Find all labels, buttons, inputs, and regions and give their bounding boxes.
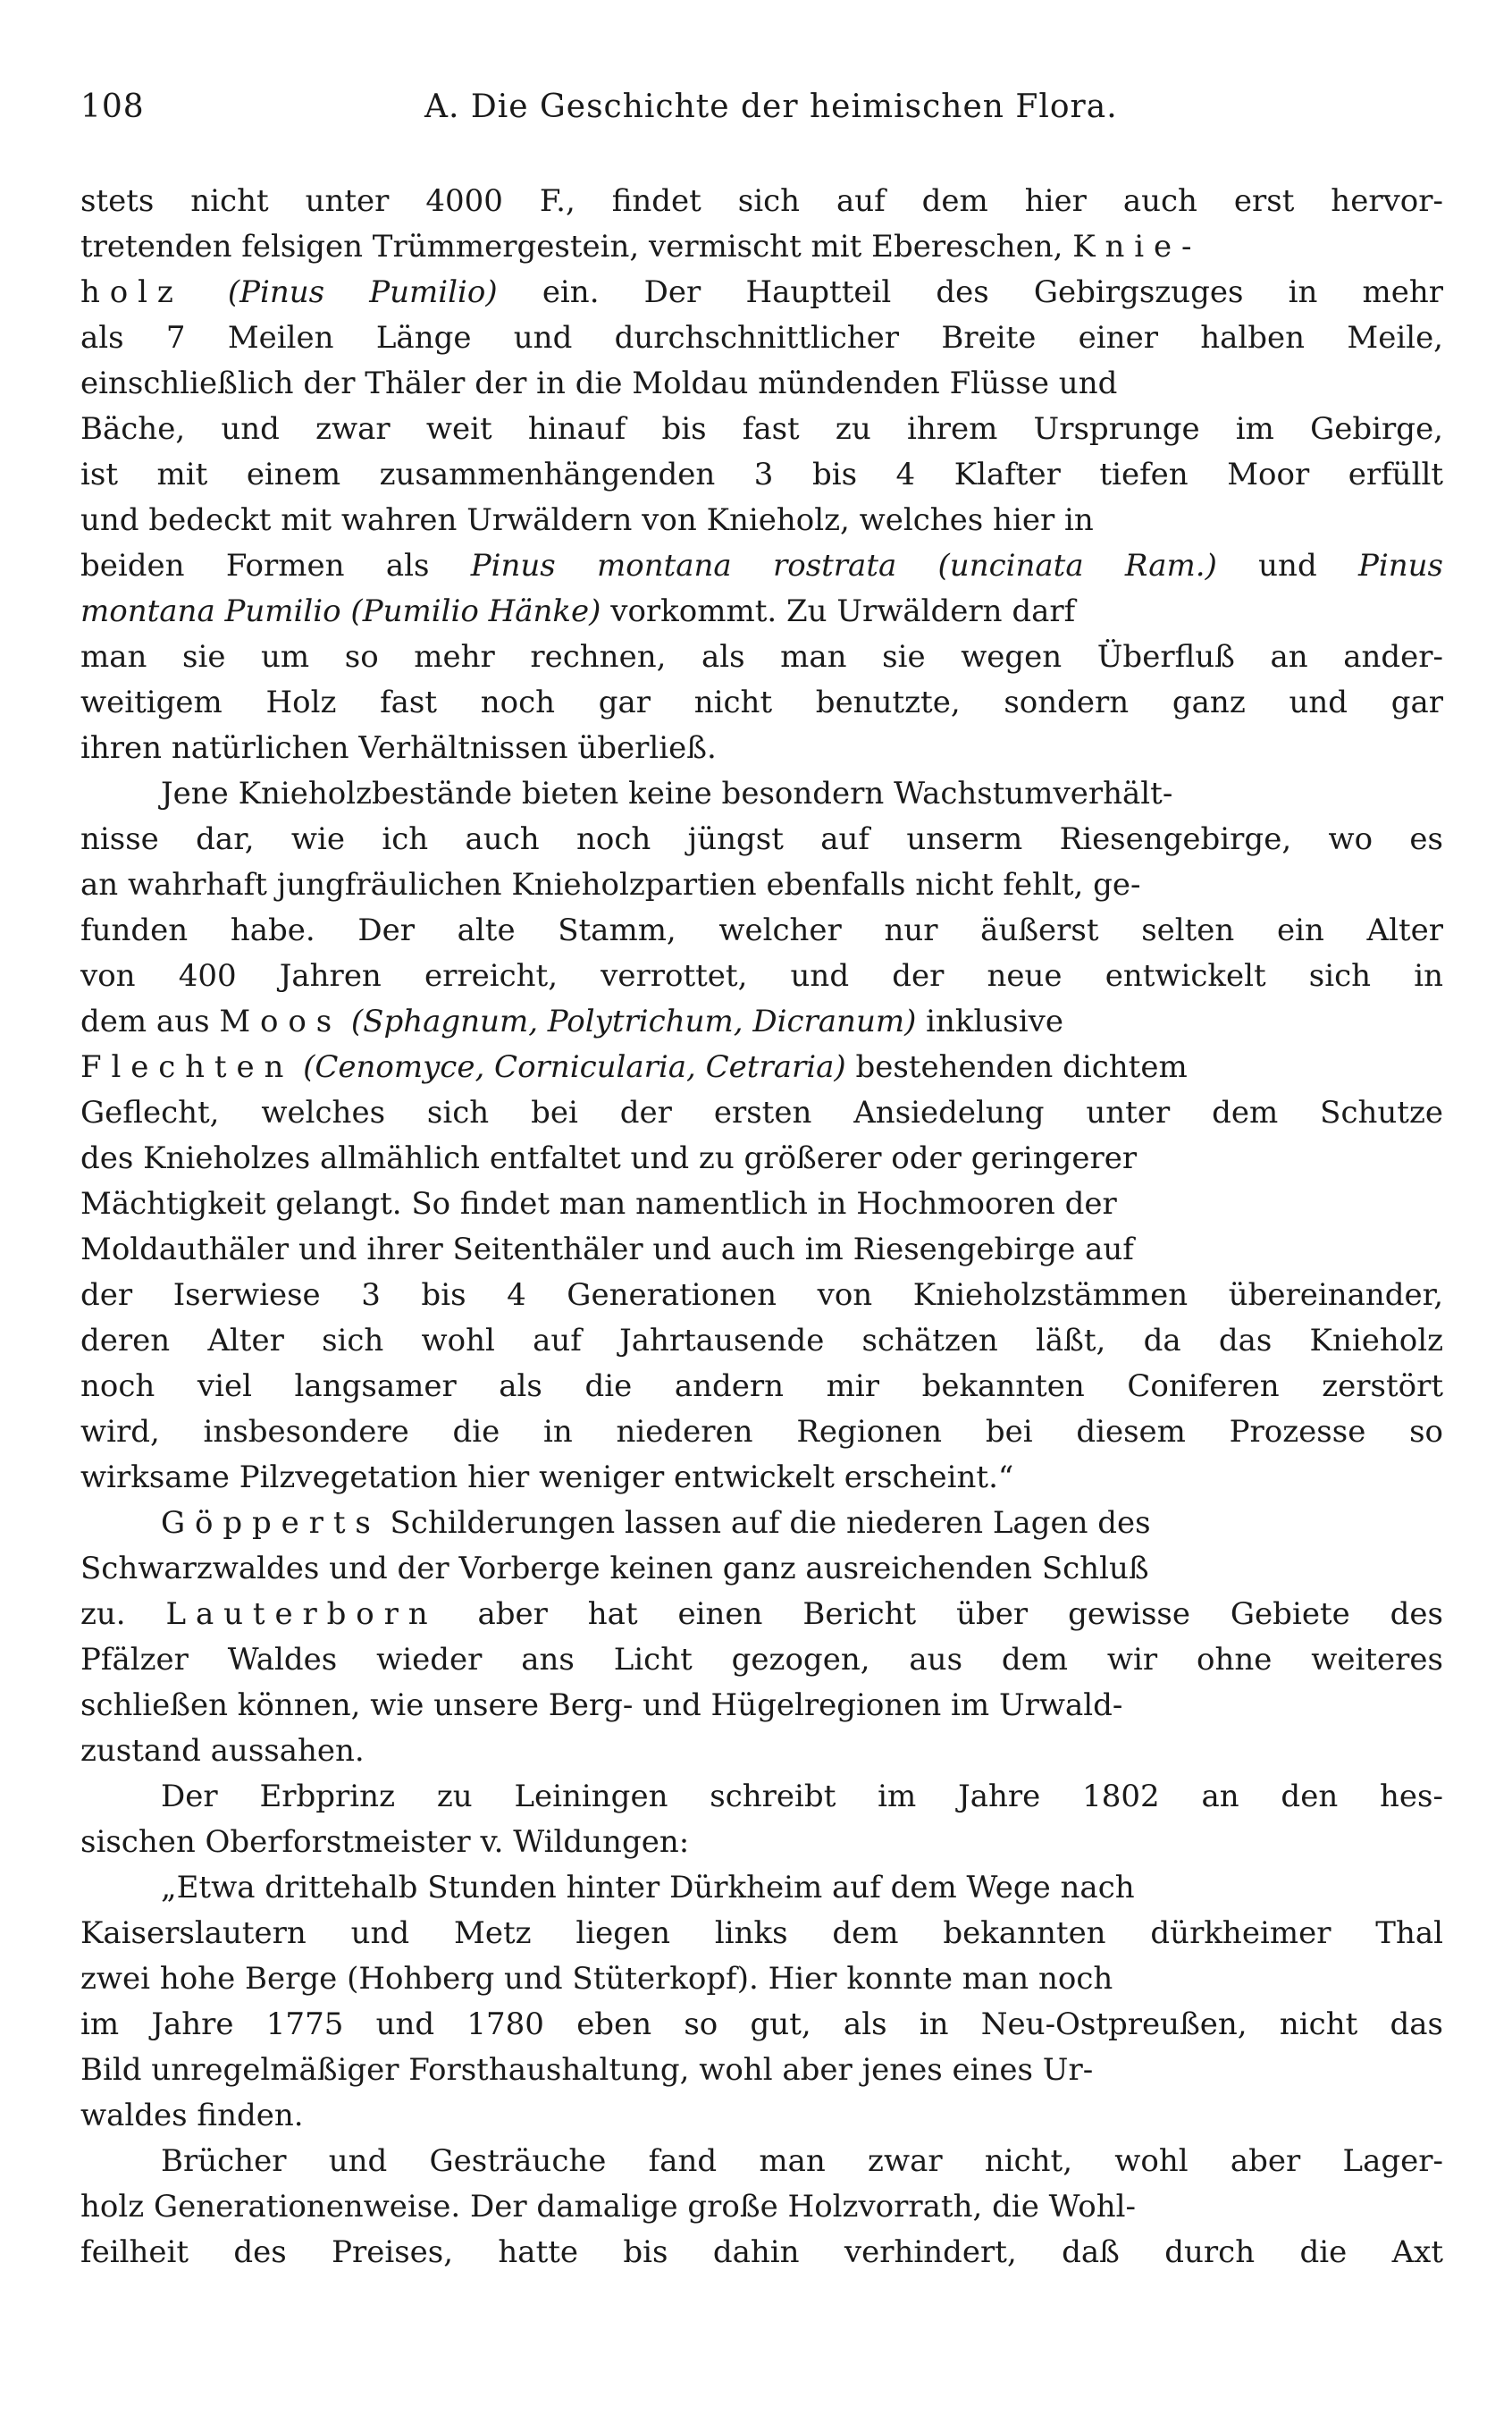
italic-text: Pinus montana rostrata (uncinata Ram.)	[470, 548, 1217, 584]
text-run: Moldauthäler und ihrer Seitenthäler und auch im Riesengebirge auf	[80, 1232, 1134, 1267]
body-text	[80, 179, 1448, 2275]
text-run: von 400 Jahren erreicht, verrottet, und der neue entwickelt sich in	[80, 958, 1443, 994]
italic-text: (Sphagnum, Polytrichum, Dicranum)	[350, 1004, 917, 1039]
text-line	[80, 1911, 1448, 1956]
text-line	[80, 999, 1448, 1045]
text-run: und bedeckt mit wahren Urwäldern von Knieholz, welches hier in	[80, 502, 1094, 538]
text-run: Schilderungen lassen auf die niederen Lagen des	[380, 1505, 1151, 1541]
text-run	[183, 274, 228, 310]
spaced-text: Göpperts	[161, 1505, 381, 1541]
text-run: im Jahre 1775 und 1780 eben so gut, als in Neu-Ostpreußen, nicht das	[80, 2006, 1443, 2042]
text-run: zwei hohe Berge (Hohberg und Stüterkopf). Hier konnte man noch	[80, 1961, 1113, 1997]
page-number: 108	[80, 88, 145, 125]
text-run: holz Generationenweise. Der damalige große Holzvorrath, die Wohl-	[80, 2189, 1137, 2225]
text-run: stets nicht unter 4000 F., findet sich auf dem hier auch erst hervor-	[80, 183, 1443, 219]
text-run	[341, 1004, 351, 1039]
italic-text: Pinus	[1358, 548, 1443, 584]
text-run: an wahrhaft jungfräulichen Knieholzpartien ebenfalls nicht fehlt, ge-	[80, 867, 1141, 903]
text-run: waldes finden.	[80, 2098, 304, 2133]
text-line	[80, 315, 1448, 361]
text-line	[80, 1318, 1448, 1364]
text-line	[80, 407, 1448, 452]
spaced-text: Flechten	[80, 1049, 294, 1085]
text-line	[80, 452, 1448, 498]
text-line	[80, 1592, 1448, 1637]
text-run: feilheit des Preises, hatte bis dahin verhindert, daß durch die Axt	[80, 2234, 1443, 2270]
text-run: bestehenden dichtem	[845, 1049, 1188, 1085]
text-line	[80, 1409, 1448, 1455]
text-line	[80, 2048, 1448, 2093]
text-line	[80, 589, 1448, 635]
text-run: als 7 Meilen Länge und durchschnittlicher Breite einer halben Meile,	[80, 320, 1443, 356]
text-run: ein. Der Hauptteil des Gebirgszuges in mehr	[497, 274, 1444, 310]
text-line	[80, 2002, 1448, 2048]
text-line	[80, 2230, 1448, 2275]
text-run: aber hat einen Bericht über gewisse Gebiete des	[437, 1596, 1443, 1632]
text-run: wirksame Pilzvegetation hier weniger entwickelt erscheint.“	[80, 1459, 1014, 1495]
text-line	[80, 1501, 1448, 1546]
italic-text: (Pinus Pumilio)	[227, 274, 498, 310]
text-line	[80, 1455, 1448, 1501]
text-line	[80, 1045, 1448, 1090]
text-line	[80, 179, 1448, 224]
text-line	[80, 954, 1448, 999]
text-run: Pfälzer Waldes wieder ans Licht gezogen, aus dem wir ohne weiteres	[80, 1642, 1443, 1678]
text-run: Mächtigkeit gelangt. So findet man namentlich in Hochmooren der	[80, 1186, 1117, 1222]
text-line	[80, 1729, 1448, 1774]
text-run: beiden Formen als	[80, 548, 471, 584]
text-run: man sie um so mehr rechnen, als man sie wegen Überfluß an ander-	[80, 639, 1443, 675]
text-run: Schwarzwaldes und der Vorberge keinen ganz ausreichenden Schluß	[80, 1551, 1149, 1586]
text-line	[80, 2093, 1448, 2139]
text-run: Geflecht, welches sich bei der ersten Ansiedelung unter dem Schutze	[80, 1095, 1443, 1131]
text-line	[80, 2184, 1448, 2230]
text-line	[80, 635, 1448, 680]
text-line	[80, 1865, 1448, 1911]
text-run	[293, 1049, 303, 1085]
text-line	[80, 726, 1448, 771]
text-line	[80, 1182, 1448, 1227]
running-title: A. Die Geschichte der heimischen Flora.	[424, 88, 1118, 125]
text-line	[80, 1546, 1448, 1592]
text-line	[80, 1136, 1448, 1182]
text-run: einschließlich der Thäler der in die Moldau mündenden Flüsse und	[80, 366, 1118, 401]
spaced-text: Moos	[219, 1004, 342, 1039]
text-line	[80, 2139, 1448, 2184]
text-run: Kaiserslautern und Metz liegen links dem bekannten dürkheimer Thal	[80, 1915, 1443, 1951]
text-line	[80, 224, 1448, 270]
text-run: zustand aussahen.	[80, 1733, 365, 1769]
text-run: Bäche, und zwar weit hinauf bis fast zu ihrem Ursprunge im Gebirge,	[80, 411, 1443, 447]
text-line	[80, 862, 1448, 908]
text-run: dem aus	[80, 1004, 220, 1039]
text-line	[80, 1774, 1448, 1820]
text-line	[80, 1227, 1448, 1273]
text-run: Jene Knieholzbestände bieten keine besondern Wachstumverhält-	[161, 776, 1173, 812]
text-run: ist mit einem zusammenhängenden 3 bis 4 Klafter tiefen Moor erfüllt	[80, 457, 1443, 492]
spaced-text: Lauterborn	[165, 1596, 438, 1632]
text-run: „Etwa drittehalb Stunden hinter Dürkheim auf dem Wege nach	[161, 1870, 1135, 1905]
text-run: inklusive	[916, 1004, 1063, 1039]
text-run: schließen können, wie unsere Berg- und Hügelregionen im Urwald-	[80, 1687, 1123, 1723]
text-line	[80, 908, 1448, 954]
spaced-text: Knie-	[1072, 229, 1202, 265]
text-line	[80, 361, 1448, 407]
text-line	[80, 1273, 1448, 1318]
text-run: vorkommt. Zu Urwäldern darf	[601, 593, 1076, 629]
text-line	[80, 1820, 1448, 1865]
text-line	[80, 1364, 1448, 1409]
text-line	[80, 817, 1448, 862]
text-run: Der Erbprinz zu Leiningen schreibt im Jahre 1802 an den hes-	[161, 1779, 1443, 1814]
text-run: wird, insbesondere die in niederen Regionen bei diesem Prozesse so	[80, 1414, 1443, 1450]
text-run: zu.	[80, 1596, 166, 1632]
italic-text: montana Pumilio (Pumilio Hänke)	[80, 593, 601, 629]
text-line	[80, 771, 1448, 817]
text-line	[80, 543, 1448, 589]
text-run: Brücher und Gesträuche fand man zwar nicht, wohl aber Lager-	[161, 2143, 1443, 2179]
text-run: sischen Oberforstmeister v. Wildungen:	[80, 1824, 690, 1860]
spaced-text: holz	[80, 274, 183, 310]
text-line	[80, 498, 1448, 543]
text-run: Bild unregelmäßiger Forsthaushaltung, wohl aber jenes eines Ur-	[80, 2052, 1094, 2088]
text-run: der Iserwiese 3 bis 4 Generationen von Knieholzstämmen übereinander,	[80, 1277, 1443, 1313]
text-run: des Knieholzes allmählich entfaltet und zu größerer oder geringerer	[80, 1140, 1138, 1176]
text-run: weitigem Holz fast noch gar nicht benutzte, sondern ganz und gar	[80, 685, 1443, 720]
text-run: noch viel langsamer als die andern mir bekannten Coniferen zerstört	[80, 1368, 1443, 1404]
running-head	[80, 85, 1439, 130]
text-line	[80, 680, 1448, 726]
text-line	[80, 1683, 1448, 1729]
text-run: und	[1216, 548, 1358, 584]
text-line	[80, 1956, 1448, 2002]
text-line	[80, 1637, 1448, 1683]
italic-text: (Cenomyce, Cornicularia, Cetraria)	[303, 1049, 846, 1085]
text-run: deren Alter sich wohl auf Jahrtausende schätzen läßt, da das Knieholz	[80, 1323, 1443, 1358]
text-run: tretenden felsigen Trümmergestein, vermischt mit Ebereschen,	[80, 229, 1073, 265]
text-run: nisse dar, wie ich auch noch jüngst auf unserm Riesengebirge, wo es	[80, 821, 1443, 857]
text-line	[80, 1090, 1448, 1136]
text-line	[80, 270, 1448, 315]
text-run: ihren natürlichen Verhältnissen überließ.	[80, 730, 717, 766]
text-run: funden habe. Der alte Stamm, welcher nur äußerst selten ein Alter	[80, 913, 1443, 948]
